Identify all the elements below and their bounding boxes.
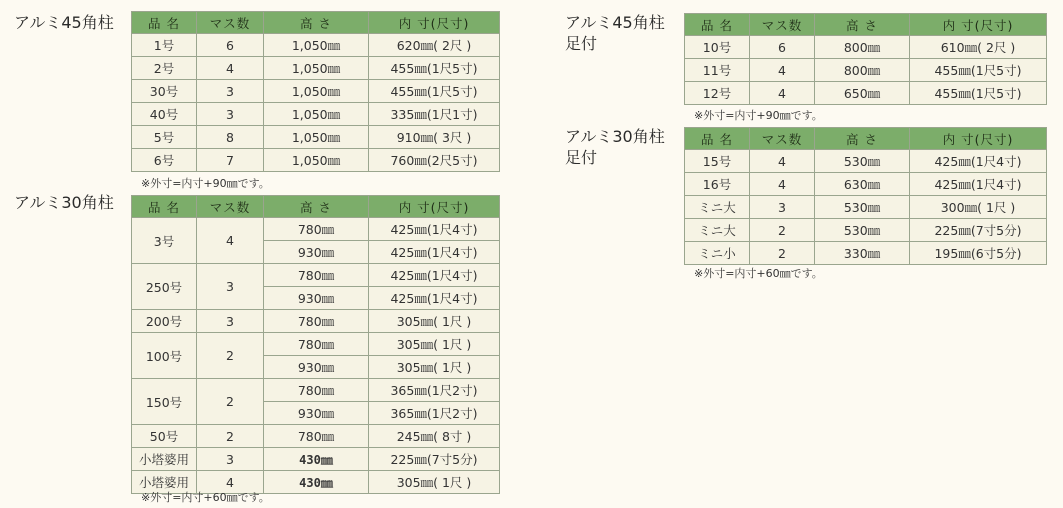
table-row <box>685 242 1047 265</box>
cell-inner: 455㎜(1尺5寸) <box>369 80 500 103</box>
cell-inner: 425㎜(1尺4寸) <box>910 150 1047 173</box>
table-header-row <box>685 128 1047 150</box>
header-inner: 内 寸(尺寸) <box>910 128 1047 150</box>
table-row <box>685 173 1047 196</box>
cell-height: 780㎜ <box>264 425 369 448</box>
table-row <box>132 149 500 172</box>
cell-count: 6 <box>197 34 264 57</box>
cell-inner: 455㎜(1尺5寸) <box>910 82 1047 105</box>
table-row <box>132 425 500 448</box>
spec-table-alumi45 <box>131 11 500 172</box>
header-count: マス数 <box>750 14 815 36</box>
cell-height: 780㎜ <box>264 333 369 356</box>
table-row <box>132 448 500 471</box>
cell-name: 2号 <box>132 57 197 80</box>
table-header-row <box>132 12 500 34</box>
cell-inner: 610㎜( 2尺 ) <box>910 36 1047 59</box>
cell-height: 530㎜ <box>815 196 910 219</box>
table-row <box>132 34 500 57</box>
cell-inner: 760㎜(2尺5寸) <box>369 149 500 172</box>
cell-inner: 425㎜(1尺4寸) <box>369 218 500 241</box>
footnote: ※外寸=内寸+90㎜です。 <box>141 177 270 190</box>
cell-count: 3 <box>197 310 264 333</box>
cell-inner: 225㎜(7寸5分) <box>369 448 500 471</box>
section-title-alumi45: アルミ45角柱 <box>14 13 114 32</box>
cell-height: 1,050㎜ <box>264 34 369 57</box>
table-row <box>685 150 1047 173</box>
cell-name: 12号 <box>685 82 750 105</box>
cell-height: 780㎜ <box>264 310 369 333</box>
cell-inner: 425㎜(1尺4寸) <box>910 173 1047 196</box>
cell-count: 3 <box>197 264 264 310</box>
cell-count: 2 <box>197 379 264 425</box>
cell-height: 800㎜ <box>815 36 910 59</box>
cell-height: 1,050㎜ <box>264 149 369 172</box>
cell-count: 6 <box>750 36 815 59</box>
cell-inner: 910㎜( 3尺 ) <box>369 126 500 149</box>
table-row <box>132 264 500 287</box>
cell-count: 3 <box>197 103 264 126</box>
footnote: ※外寸=内寸+60㎜です。 <box>694 267 823 280</box>
header-count: マス数 <box>197 12 264 34</box>
table-row <box>132 57 500 80</box>
cell-name: 40号 <box>132 103 197 126</box>
spec-table-alumi45-ashitsuki <box>684 13 1047 105</box>
header-height: 高 さ <box>264 196 369 218</box>
cell-name: 30号 <box>132 80 197 103</box>
cell-name: 250号 <box>132 264 197 310</box>
cell-inner: 335㎜(1尺1寸) <box>369 103 500 126</box>
cell-name: 5号 <box>132 126 197 149</box>
cell-inner: 365㎜(1尺2寸) <box>369 402 500 425</box>
cell-inner: 300㎜( 1尺 ) <box>910 196 1047 219</box>
cell-height: 430㎜ <box>264 448 369 471</box>
section-title-alumi30: アルミ30角柱 <box>14 193 114 212</box>
cell-height: 530㎜ <box>815 150 910 173</box>
cell-count: 4 <box>750 82 815 105</box>
cell-count: 4 <box>197 471 264 494</box>
cell-inner: 365㎜(1尺2寸) <box>369 379 500 402</box>
cell-inner: 455㎜(1尺5寸) <box>369 57 500 80</box>
cell-inner: 225㎜(7寸5分) <box>910 219 1047 242</box>
spec-table-alumi30 <box>131 195 500 494</box>
header-name: 品 名 <box>132 196 197 218</box>
cell-name: 16号 <box>685 173 750 196</box>
header-name: 品 名 <box>685 128 750 150</box>
cell-count: 4 <box>750 150 815 173</box>
cell-count: 2 <box>750 242 815 265</box>
cell-count: 4 <box>197 57 264 80</box>
cell-count: 3 <box>197 448 264 471</box>
cell-count: 8 <box>197 126 264 149</box>
cell-name: 小塔婆用 <box>132 448 197 471</box>
header-inner: 内 寸(尺寸) <box>910 14 1047 36</box>
cell-height: 930㎜ <box>264 356 369 379</box>
cell-name: 3号 <box>132 218 197 264</box>
cell-name: ミニ小 <box>685 242 750 265</box>
cell-inner: 620㎜( 2尺 ) <box>369 34 500 57</box>
header-inner: 内 寸(尺寸) <box>369 196 500 218</box>
cell-height: 650㎜ <box>815 82 910 105</box>
table-row <box>132 310 500 333</box>
cell-name: 15号 <box>685 150 750 173</box>
header-inner: 内 寸(尺寸) <box>369 12 500 34</box>
footnote: ※外寸=内寸+60㎜です。 <box>141 491 270 504</box>
cell-inner: 425㎜(1尺4寸) <box>369 264 500 287</box>
cell-height: 800㎜ <box>815 59 910 82</box>
table-row <box>685 82 1047 105</box>
cell-name: 11号 <box>685 59 750 82</box>
cell-height: 630㎜ <box>815 173 910 196</box>
cell-inner: 425㎜(1尺4寸) <box>369 241 500 264</box>
cell-inner: 305㎜( 1尺 ) <box>369 471 500 494</box>
cell-name: 200号 <box>132 310 197 333</box>
cell-inner: 195㎜(6寸5分) <box>910 242 1047 265</box>
cell-inner: 245㎜( 8寸 ) <box>369 425 500 448</box>
cell-height: 1,050㎜ <box>264 103 369 126</box>
table-row <box>132 379 500 402</box>
cell-height: 1,050㎜ <box>264 80 369 103</box>
table-row <box>132 126 500 149</box>
cell-height: 530㎜ <box>815 219 910 242</box>
header-height: 高 さ <box>815 128 910 150</box>
cell-count: 4 <box>750 59 815 82</box>
cell-name: ミニ大 <box>685 219 750 242</box>
cell-count: 4 <box>197 218 264 264</box>
table-header-row <box>685 14 1047 36</box>
cell-height: 330㎜ <box>815 242 910 265</box>
cell-height: 780㎜ <box>264 264 369 287</box>
table-header-row <box>132 196 500 218</box>
cell-name: 50号 <box>132 425 197 448</box>
cell-inner: 305㎜( 1尺 ) <box>369 310 500 333</box>
cell-height: 780㎜ <box>264 218 369 241</box>
header-count: マス数 <box>750 128 815 150</box>
cell-height: 430㎜ <box>264 471 369 494</box>
cell-height: 930㎜ <box>264 241 369 264</box>
header-count: マス数 <box>197 196 264 218</box>
table-row <box>132 333 500 356</box>
cell-count: 2 <box>197 425 264 448</box>
cell-height: 930㎜ <box>264 402 369 425</box>
cell-height: 780㎜ <box>264 379 369 402</box>
table-row <box>685 219 1047 242</box>
table-row <box>685 36 1047 59</box>
cell-inner: 425㎜(1尺4寸) <box>369 287 500 310</box>
cell-height: 930㎜ <box>264 287 369 310</box>
table-row <box>685 59 1047 82</box>
cell-count: 3 <box>197 80 264 103</box>
section-title-alumi30-ashitsuki: アルミ30角柱 足付 <box>565 127 665 167</box>
cell-inner: 455㎜(1尺5寸) <box>910 59 1047 82</box>
cell-name: 150号 <box>132 379 197 425</box>
header-height: 高 さ <box>815 14 910 36</box>
cell-count: 3 <box>750 196 815 219</box>
header-height: 高 さ <box>264 12 369 34</box>
table-row <box>685 196 1047 219</box>
footnote: ※外寸=内寸+90㎜です。 <box>694 109 823 122</box>
cell-inner: 305㎜( 1尺 ) <box>369 356 500 379</box>
cell-count: 7 <box>197 149 264 172</box>
cell-inner: 305㎜( 1尺 ) <box>369 333 500 356</box>
cell-name: 100号 <box>132 333 197 379</box>
cell-height: 1,050㎜ <box>264 126 369 149</box>
cell-count: 4 <box>750 173 815 196</box>
cell-count: 2 <box>197 333 264 379</box>
cell-name: ミニ大 <box>685 196 750 219</box>
cell-height: 1,050㎜ <box>264 57 369 80</box>
table-row <box>132 218 500 241</box>
cell-name: 10号 <box>685 36 750 59</box>
section-title-alumi45-ashitsuki: アルミ45角柱 足付 <box>565 13 665 53</box>
cell-name: 1号 <box>132 34 197 57</box>
cell-count: 2 <box>750 219 815 242</box>
header-name: 品 名 <box>132 12 197 34</box>
cell-name: 小塔婆用 <box>132 471 197 494</box>
spec-table-alumi30-ashitsuki <box>684 127 1047 265</box>
table-row <box>132 103 500 126</box>
header-name: 品 名 <box>685 14 750 36</box>
cell-name: 6号 <box>132 149 197 172</box>
table-row <box>132 80 500 103</box>
